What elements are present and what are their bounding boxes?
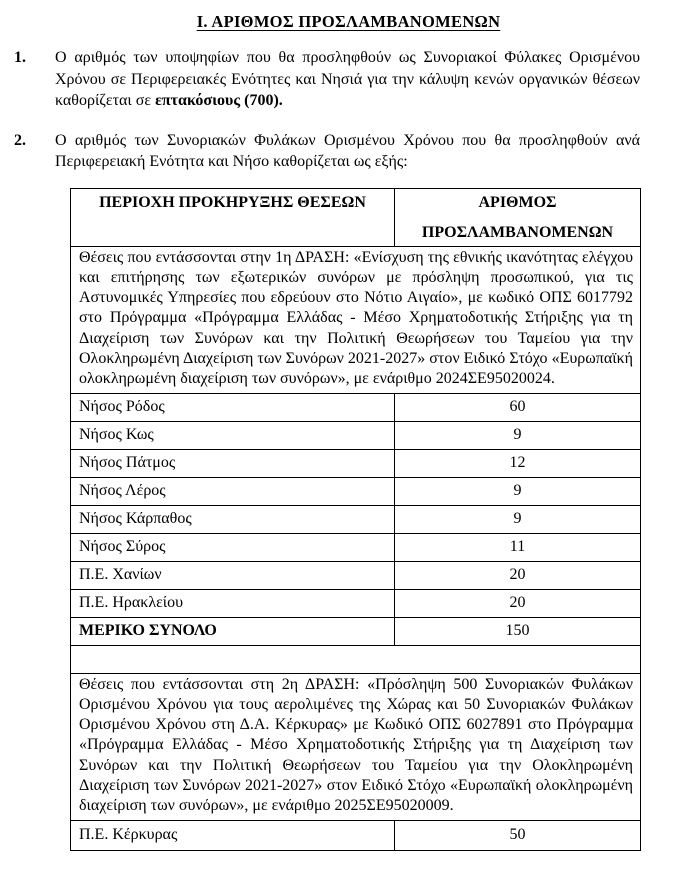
count-cell: 50 [395, 820, 641, 850]
table-row [71, 820, 641, 850]
area-cell: Π.Ε. Χανίων [71, 561, 395, 589]
spacer-cell [71, 645, 641, 673]
area-cell: Νήσος Πάτμος [71, 449, 395, 477]
area-cell: Π.Ε. Κέρκυρας [71, 820, 395, 850]
paragraph-1-text [55, 47, 640, 112]
count-cell: 9 [395, 505, 641, 533]
table-row [71, 393, 641, 421]
count-cell: 60 [395, 393, 641, 421]
table-row [71, 533, 641, 561]
count-cell: 9 [395, 421, 641, 449]
table-row [71, 477, 641, 505]
count-cell: 9 [395, 477, 641, 505]
table-row [71, 589, 641, 617]
positions-table [70, 188, 641, 851]
table-row [71, 561, 641, 589]
spacer-row [71, 645, 641, 673]
count-cell: 20 [395, 561, 641, 589]
table-row [71, 505, 641, 533]
paragraph-2-number: 2. [14, 131, 26, 149]
page-title [0, 12, 697, 31]
area-cell: Νήσος Λέρος [71, 477, 395, 505]
subtotal-label: ΜΕΡΙΚΟ ΣΥΝΟΛΟ [71, 617, 395, 645]
action2-description: Θέσεις που εντάσσονται στη 2η ΔΡΑΣΗ: «Πρόσληψη 500 Συνοριακών Φυλάκων Ορισμένου Χρόνου για τους αερολιμένες της Χώρας και 50 Συνοριακών Φυλάκων Ορισμένου Χρόνου στη Δ.Α. Κέρκυρας» με Κωδικό ΟΠΣ 6027891 στο Πρόγραμμα «Πρόγραμμα Ελλάδας - Μέσο Χρηματοδοτικής Στήριξης για τη Διαχείριση των Συνόρων και την Πολιτική Θεωρήσεων του Ταμείου για την Ολοκληρωμένη Διαχείριση των Συνόρων 2021-2027» στον Ειδικό Στόχο «Ευρωπαϊκή ολοκληρωμένη διαχείριση των συνόρων», με ενάριθμο 2025ΣΕ95020009. [71, 673, 641, 820]
area-cell: Νήσος Ρόδος [71, 393, 395, 421]
action1-description: Θέσεις που εντάσσονται στην 1η ΔΡΑΣΗ: «Ενίσχυση της εθνικής ικανότητας ελέγχου και επιτήρησης των εξωτερικών συνόρων με πρόσληψη προσωπικού, για τις Αστυνομικές Υπηρεσίες που εδρεύουν στο Νότιο Αιγαίο», με κωδικό ΟΠΣ 6017792 στο Πρόγραμμα «Πρόγραμμα Ελλάδας - Μέσο Χρηματοδοτικής Στήριξης για τη Διαχείριση των Συνόρων και την Πολιτική Θεωρήσεων του Ταμείου για την Ολοκληρωμένη Διαχείριση των Συνόρων 2021-2027» στον Ειδικό Στόχο «Ευρωπαϊκή ολοκληρωμένη διαχείριση των συνόρων», με ενάριθμο 2024ΣΕ95020024. [71, 246, 641, 393]
paragraph-1-text-normal: Ο αριθμός των υποψηφίων που θα προσληφθούν ως Συνοριακοί Φύλακες Ορισμένου Χρόνου σε Περιφερειακές Ενότητες και Νησιά για την κάλυψη κενών οργανικών θέσεων καθορίζεται σε [55, 49, 640, 109]
column-header-count-line1: ΑΡΙΘΜΟΣ [478, 193, 557, 211]
paragraph-2 [14, 130, 640, 173]
paragraph-1-number: 1. [14, 49, 26, 66]
table-row [71, 449, 641, 477]
action1-description-row [71, 246, 641, 393]
column-header-count-line2: ΠΡΟΣΛΑΜΒΑΝΟΜΕΝΩΝ [421, 223, 614, 241]
count-cell: 12 [395, 449, 641, 477]
column-header-count [395, 188, 641, 246]
paragraph-1 [14, 47, 640, 112]
area-cell: Νήσος Κάρπαθος [71, 505, 395, 533]
column-header-area: ΠΕΡΙΟΧΗ ΠΡΟΚΗΡΥΞΗΣ ΘΕΣΕΩΝ [71, 188, 395, 246]
area-cell: Νήσος Σύρος [71, 533, 395, 561]
area-cell: Π.Ε. Ηρακλείου [71, 589, 395, 617]
paragraph-2-text: Ο αριθμός των Συνοριακών Φυλάκων Ορισμένου Χρόνου που θα προσληφθούν ανά Περιφερειακή Ενότητα και Νήσο καθορίζεται ως εξής: [55, 131, 640, 170]
paragraph-1-text-bold: επτακόσιους (700). [155, 92, 283, 109]
count-cell: 11 [395, 533, 641, 561]
action2-description-row [71, 673, 641, 820]
subtotal-row [71, 617, 641, 645]
page-title-text: Ι. ΑΡΙΘΜΟΣ ΠΡΟΣΛΑΜΒΑΝΟΜΕΝΩΝ [196, 12, 501, 31]
area-cell: Νήσος Κως [71, 421, 395, 449]
subtotal-value: 150 [395, 617, 641, 645]
count-cell: 20 [395, 589, 641, 617]
table-header-row [71, 188, 641, 246]
table-row [71, 421, 641, 449]
